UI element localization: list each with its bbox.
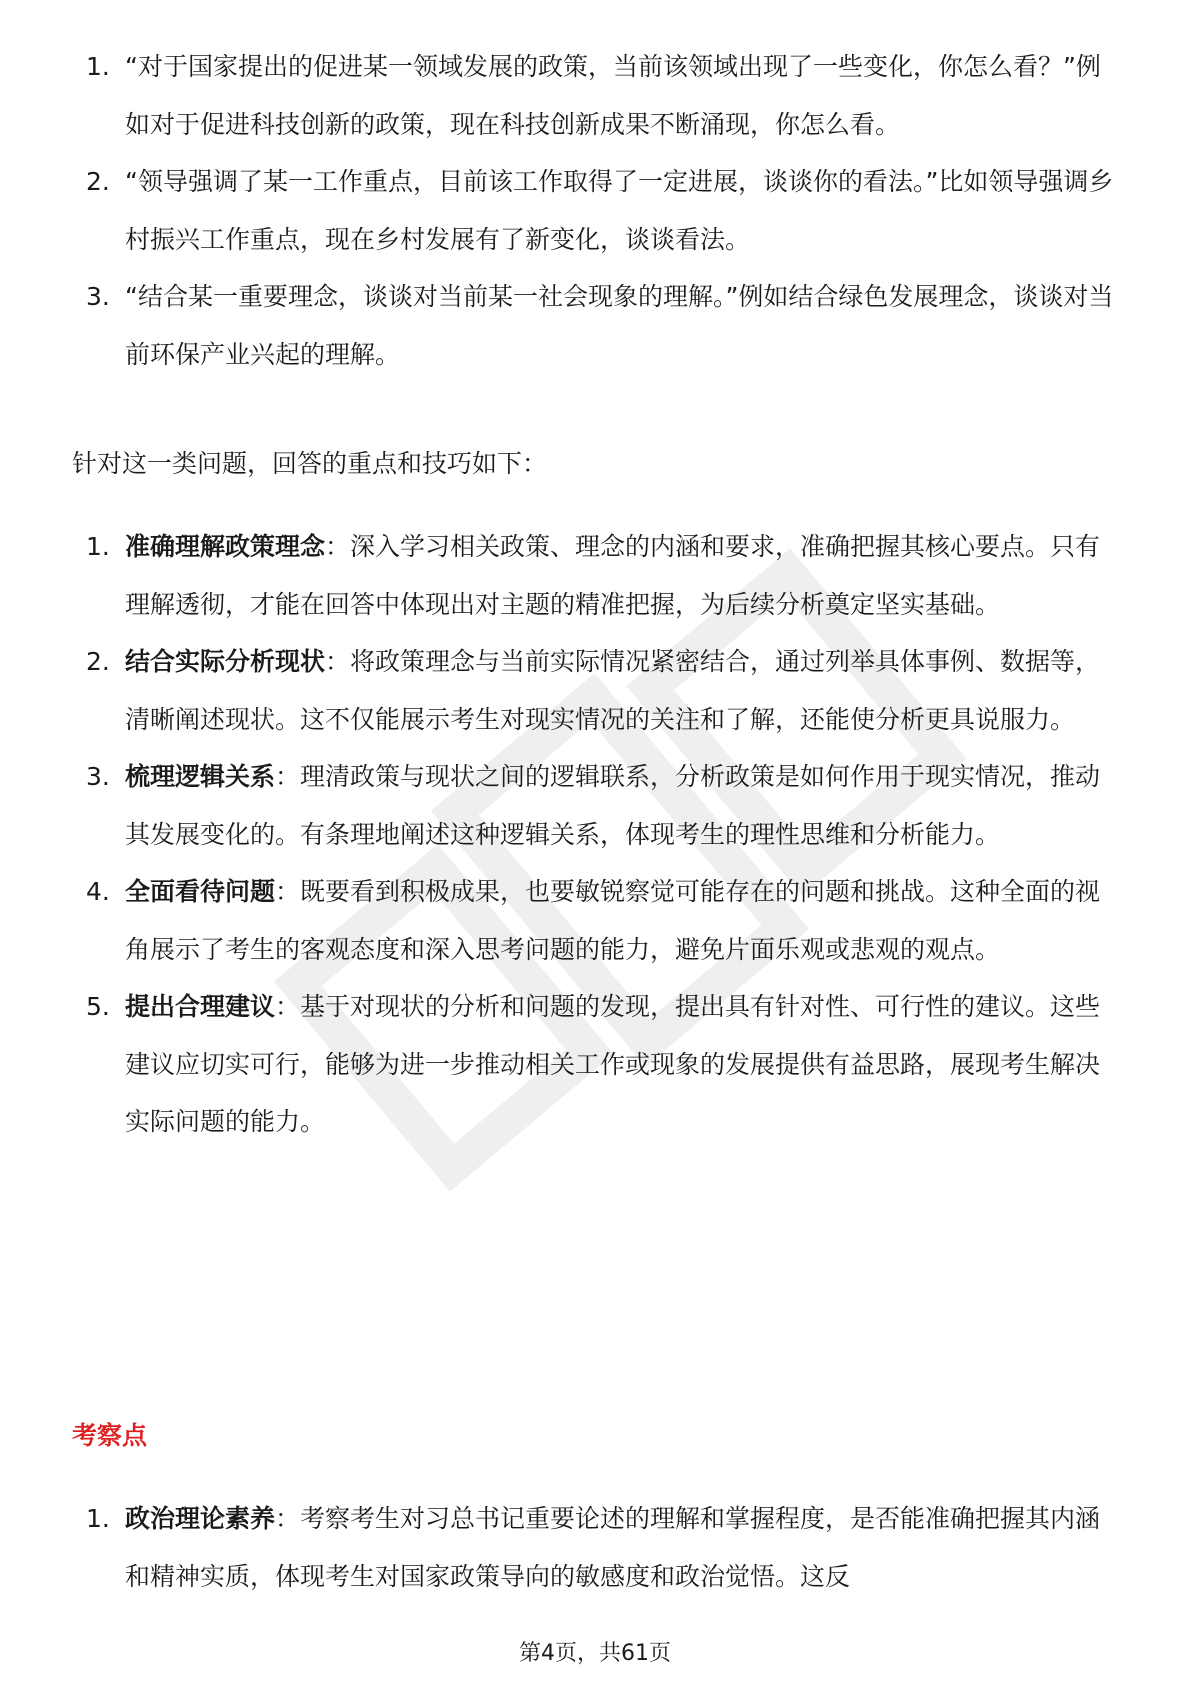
list-number: 3. <box>86 762 110 791</box>
list-number: 5. <box>86 992 110 1021</box>
tip-title: 提出合理建议 <box>125 992 276 1021</box>
list-number: 2. <box>86 647 110 676</box>
tip-text: ：理清政策与现状之间的逻辑联系，分析政策是如何作用于现实情况，推动其发展变化的。有条理地阐述这种逻辑关系，体现考生的理性思维和分析能力。 <box>125 762 1101 849</box>
tip-text: ：基于对现状的分析和问题的发现，提出具有针对性、可行性的建议。这些建议应切实可行，能够为进一步推动相关工作或现象的发展提供有益思路，展现考生解决实际问题的能力。 <box>125 992 1101 1136</box>
section-heading: 考察点 <box>72 1421 148 1450</box>
tip-title: 全面看待问题 <box>125 877 276 906</box>
kaocha-text: ：考察考生对习总书记重要论述的理解和掌握程度，是否能准确把握其内涵和精神实质，体现考生对国家政策导向的敏感度和政治觉悟。这反 <box>125 1504 1101 1591</box>
list-item <box>0 1490 1190 1605</box>
list-item <box>0 633 1190 748</box>
list-item <box>0 153 1190 268</box>
tip-title: 梳理逻辑关系 <box>125 762 276 791</box>
list-number: 2. <box>86 167 110 196</box>
list-number: 1. <box>86 1504 110 1533</box>
tips-list <box>0 518 1190 1151</box>
tip-text: ：深入学习相关政策、理念的内涵和要求，准确把握其核心要点。只有理解透彻，才能在回答中体现出对主题的精准把握，为后续分析奠定坚实基础。 <box>125 532 1101 619</box>
page-footer: 第4页，共61页 <box>519 1641 671 1666</box>
list-item <box>0 863 1190 978</box>
tip-text: ：既要看到积极成果，也要敏锐察觉可能存在的问题和挑战。这种全面的视角展示了考生的客观态度和深入思考问题的能力，避免片面乐观或悲观的观点。 <box>125 877 1101 964</box>
list-number: 1. <box>86 52 110 81</box>
example-question-list <box>0 38 1190 383</box>
list-number: 3. <box>86 282 110 311</box>
list-text: “结合某一重要理念，谈谈对当前某一社会现象的理解。”例如结合绿色发展理念，谈谈对当前环保产业兴起的理解。 <box>125 282 1114 369</box>
intro-paragraph: 针对这一类问题，回答的重点和技巧如下： <box>72 449 548 478</box>
list-item <box>0 518 1190 633</box>
list-text: “对于国家提出的促进某一领域发展的政策，当前该领域出现了一些变化，你怎么看？”例如对于促进科技创新的政策，现在科技创新成果不断涌现，你怎么看。 <box>125 52 1101 139</box>
list-item <box>0 978 1190 1151</box>
list-number: 1. <box>86 532 110 561</box>
kaocha-list <box>0 1490 1190 1605</box>
list-item <box>0 38 1190 153</box>
list-text: “领导强调了某一工作重点，目前该工作取得了一定进展，谈谈你的看法。”比如领导强调乡村振兴工作重点，现在乡村发展有了新变化，谈谈看法。 <box>125 167 1114 254</box>
tip-title: 结合实际分析现状 <box>125 647 326 676</box>
list-number: 4. <box>86 877 110 906</box>
tip-text: ：将政策理念与当前实际情况紧密结合，通过列举具体事例、数据等，清晰阐述现状。这不仅能展示考生对现实情况的关注和了解，还能使分析更具说服力。 <box>125 647 1101 734</box>
list-item <box>0 268 1190 383</box>
list-item <box>0 748 1190 863</box>
tip-title: 准确理解政策理念 <box>125 532 326 561</box>
kaocha-title: 政治理论素养 <box>125 1504 276 1533</box>
